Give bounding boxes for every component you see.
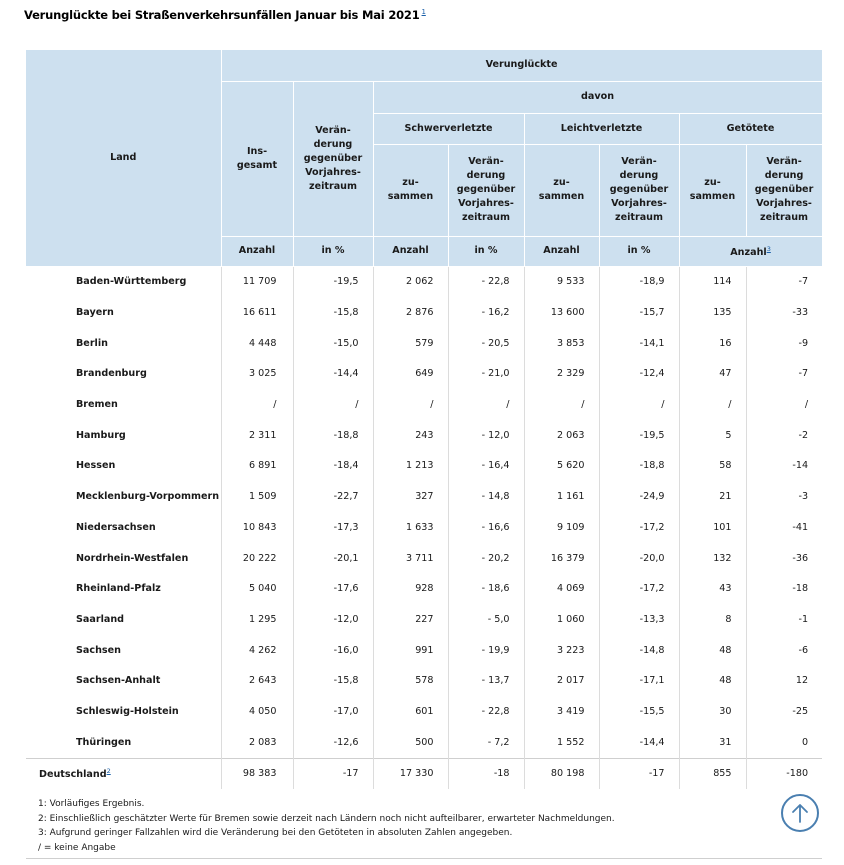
cell-schwer-veraenderung: - 12,0 [448,420,524,451]
land-name-text: Hamburg [76,429,126,441]
cell-getoetete-veraenderung: -36 [792,552,809,564]
cell-insgesamt-veraenderung: -14,4 [293,359,373,390]
cell-schwer-veraenderung: - 21,0 [448,359,524,390]
land-name-text: Niedersachsen [76,521,156,533]
cell-leicht-zusammen: 3 223 [524,635,599,666]
cell-insgesamt-veraenderung: -17,0 [293,696,373,727]
cell-schwer-veraenderung: - 14,8 [448,481,524,512]
arrow-up-icon [790,802,810,824]
cell-schwer-zusammen: 649 [373,359,448,390]
cell-schwer-veraenderung: - 20,2 [448,543,524,574]
header-zusammen: zu- sammen [373,144,448,236]
cell-leicht-zusammen: 9 109 [524,512,599,543]
cell-getoetete-zusammen: 48 [679,635,746,666]
cell-getoetete-zusammen: 16 [679,328,746,359]
land-name [26,266,221,297]
cell-getoetete-zusammen: 5 [679,420,746,451]
cell-schwer-zusammen: 578 [373,665,448,696]
land-name [26,328,221,359]
cell-leicht-veraenderung: -17 [599,758,679,789]
header-getoetete: Getötete [679,113,822,144]
cell-schwer-veraenderung: - 22,8 [448,266,524,297]
cell-insgesamt-veraenderung: -16,0 [293,635,373,666]
cell-leicht-zusammen: 13 600 [524,297,599,328]
cell-schwer-zusammen: 991 [373,635,448,666]
cell-leicht-veraenderung: -17,2 [599,512,679,543]
land-name [26,297,221,328]
land-name [26,727,221,758]
cell-insgesamt: 10 843 [221,512,293,543]
header-schwerverletzte: Schwerverletzte [373,113,524,144]
cell-insgesamt-veraenderung: -20,1 [293,543,373,574]
cell-getoetete-zusammen: 132 [679,543,746,574]
cell-getoetete-veraenderung: -3 [798,491,809,503]
header-insgesamt: Ins- gesamt [221,81,293,236]
cell-getoetete-veraenderung: -25 [792,705,809,717]
cell-schwer-veraenderung: - 7,2 [448,727,524,758]
cell-schwer-zusammen: 928 [373,573,448,604]
cell-leicht-zusammen: 3 419 [524,696,599,727]
land-name [26,481,221,512]
land-name [26,512,221,543]
cell-insgesamt-veraenderung: / [293,389,373,420]
unit-anzahl-text: Anzahl [730,247,767,259]
table-row [26,359,822,390]
cell-insgesamt: / [221,389,293,420]
cell-schwer-zusammen: 500 [373,727,448,758]
land-name [26,389,221,420]
cell-getoetete-zusammen: 8 [679,604,746,635]
cell-schwer-veraenderung: - 16,6 [448,512,524,543]
unit-anzahl: Anzahl [524,236,599,266]
cell-leicht-veraenderung: -19,5 [599,420,679,451]
cell-insgesamt-veraenderung: -18,4 [293,451,373,482]
cell-insgesamt-veraenderung: -15,8 [293,297,373,328]
table-row [26,665,822,696]
table-row [26,420,822,451]
cell-leicht-zusammen: 1 552 [524,727,599,758]
header-veraenderung: Verän- derung gegenüber Vorjahres- zeitraum [293,81,373,236]
unit-prozent: in % [293,236,373,266]
cell-getoetete-veraenderung: 0 [801,736,809,748]
page-title-text: Verunglückte bei Straßenverkehrsunfällen Januar bis Mai 2021 [24,8,420,22]
land-name [26,758,221,789]
cell-leicht-veraenderung: -17,1 [599,665,679,696]
header-davon: davon [373,81,822,113]
footnote-2: 2: Einschließlich geschätzter Werte für Bremen sowie derzeit nach Ländern noch nicht aufteilbarer, erwarteter Nachmeldungen. [38,813,615,824]
cell-schwer-veraenderung: - 22,8 [448,696,524,727]
cell-getoetete-veraenderung: 12 [795,675,809,687]
cell-leicht-zusammen: 2 017 [524,665,599,696]
land-name-text: Rheinland-Pfalz [76,583,161,595]
unit-anzahl-getoetete [679,236,822,266]
cell-leicht-zusammen: 1 161 [524,481,599,512]
header-veraenderung: Verän- derung gegenüber Vorjahres- zeitraum [746,144,822,236]
cell-leicht-zusammen: 80 198 [524,758,599,789]
header-verunglueckte: Verunglückte [221,50,822,81]
cell-schwer-veraenderung: / [448,389,524,420]
cell-leicht-zusammen: / [524,389,599,420]
cell-leicht-veraenderung: -18,8 [599,451,679,482]
land-name-text: Sachsen [76,644,121,656]
cell-insgesamt: 11 709 [221,266,293,297]
land-name-text: Schleswig-Holstein [76,705,179,717]
cell-insgesamt: 4 262 [221,635,293,666]
cell-getoetete-veraenderung: -41 [792,521,809,533]
footnote-3: 3: Aufgrund geringer Fallzahlen wird die Veränderung bei den Getöteten in absoluten Zahlen angegeben. [38,828,513,839]
land-name [26,573,221,604]
land-name [26,665,221,696]
cell-getoetete-zusammen: / [679,389,746,420]
cell-insgesamt-veraenderung: -12,0 [293,604,373,635]
header-zusammen: zu- sammen [524,144,599,236]
cell-leicht-zusammen: 2 063 [524,420,599,451]
cell-schwer-veraenderung: - 13,7 [448,665,524,696]
land-name-text: Baden-Württemberg [76,276,187,288]
cell-insgesamt: 2 083 [221,727,293,758]
cell-leicht-veraenderung: -12,4 [599,359,679,390]
cell-insgesamt: 2 643 [221,665,293,696]
cell-getoetete-zusammen: 114 [679,266,746,297]
footnote-link-2[interactable]: 2 [106,767,111,776]
cell-getoetete-zusammen: 58 [679,451,746,482]
cell-schwer-zusammen: / [373,389,448,420]
cell-leicht-zusammen: 16 379 [524,543,599,574]
cell-leicht-veraenderung: -15,7 [599,297,679,328]
cell-leicht-zusammen: 9 533 [524,266,599,297]
cell-getoetete-veraenderung: -6 [798,644,809,656]
cell-insgesamt: 1 509 [221,481,293,512]
table-row [26,512,822,543]
cell-getoetete-veraenderung: -7 [798,368,809,380]
cell-insgesamt: 20 222 [221,543,293,574]
land-name [26,604,221,635]
land-name [26,635,221,666]
cell-schwer-zusammen: 227 [373,604,448,635]
cell-leicht-veraenderung: -24,9 [599,481,679,512]
table-row [26,481,822,512]
cell-getoetete-veraenderung: / [804,399,809,411]
land-name-text: Bayern [76,307,114,319]
unit-anzahl: Anzahl [373,236,448,266]
footnote-link-3[interactable]: 3 [766,244,771,253]
cell-getoetete-veraenderung: -7 [798,276,809,288]
land-name [26,359,221,390]
land-name-text: Thüringen [76,736,132,748]
cell-insgesamt-veraenderung: -18,8 [293,420,373,451]
cell-schwer-zusammen: 2 062 [373,266,448,297]
table-row [26,573,822,604]
cell-schwer-zusammen: 1 633 [373,512,448,543]
cell-schwer-veraenderung: - 19,9 [448,635,524,666]
divider [26,858,822,859]
cell-insgesamt-veraenderung: -19,5 [293,266,373,297]
table-row [26,328,822,359]
table-row [26,297,822,328]
table-row [26,696,822,727]
cell-getoetete-veraenderung: -180 [746,758,822,789]
cell-getoetete-zusammen: 31 [679,727,746,758]
land-name-text: Sachsen-Anhalt [76,675,161,687]
land-name [26,696,221,727]
scroll-to-top-button[interactable] [781,794,819,832]
cell-leicht-zusammen: 5 620 [524,451,599,482]
page-title [24,8,426,22]
land-name-text: Berlin [76,337,108,349]
cell-insgesamt: 4 448 [221,328,293,359]
land-name-text: Saarland [76,613,125,625]
land-name [26,543,221,574]
cell-schwer-zusammen: 2 876 [373,297,448,328]
cell-getoetete-veraenderung: -9 [798,337,809,349]
cell-insgesamt: 2 311 [221,420,293,451]
cell-insgesamt: 3 025 [221,359,293,390]
table-row [26,758,822,789]
footnotes [38,797,615,855]
cell-leicht-zusammen: 3 853 [524,328,599,359]
cell-insgesamt: 1 295 [221,604,293,635]
cell-leicht-zusammen: 2 329 [524,359,599,390]
header-leichtverletzte: Leichtverletzte [524,113,679,144]
cell-schwer-veraenderung: - 18,6 [448,573,524,604]
cell-schwer-veraenderung: - 16,4 [448,451,524,482]
cell-insgesamt: 98 383 [221,758,293,789]
cell-getoetete-veraenderung: -2 [798,429,809,441]
land-name-text: Nordrhein-Westfalen [76,552,189,564]
cell-schwer-zusammen: 3 711 [373,543,448,574]
table-row [26,389,822,420]
cell-getoetete-veraenderung: -1 [798,613,809,625]
data-table [26,50,823,789]
cell-schwer-zusammen: 17 330 [373,758,448,789]
cell-leicht-veraenderung: -14,8 [599,635,679,666]
cell-getoetete-zusammen: 43 [679,573,746,604]
footnote-1: 1: Vorläufiges Ergebnis. [38,799,145,809]
land-name [26,451,221,482]
cell-getoetete-zusammen: 30 [679,696,746,727]
cell-leicht-zusammen: 1 060 [524,604,599,635]
footnote-legend: / = keine Angabe [38,842,116,853]
land-name [26,420,221,451]
cell-schwer-zusammen: 601 [373,696,448,727]
unit-prozent: in % [448,236,524,266]
unit-anzahl: Anzahl [221,236,293,266]
cell-leicht-veraenderung: -14,1 [599,328,679,359]
header-veraenderung: Verän- derung gegenüber Vorjahres- zeitraum [599,144,679,236]
cell-schwer-zusammen: 327 [373,481,448,512]
land-name-text: Bremen [76,399,118,411]
header-land: Land [26,50,221,266]
cell-schwer-veraenderung: - 20,5 [448,328,524,359]
cell-getoetete-veraenderung: -33 [792,307,809,319]
cell-insgesamt-veraenderung: -12,6 [293,727,373,758]
cell-insgesamt: 6 891 [221,451,293,482]
cell-insgesamt-veraenderung: -15,0 [293,328,373,359]
land-name-text: Hessen [76,460,116,472]
land-name-text: Deutschland [39,769,107,781]
unit-prozent: in % [599,236,679,266]
cell-leicht-veraenderung: -20,0 [599,543,679,574]
cell-schwer-zusammen: 1 213 [373,451,448,482]
table-row [26,727,822,758]
cell-insgesamt-veraenderung: -17,3 [293,512,373,543]
cell-schwer-zusammen: 243 [373,420,448,451]
cell-leicht-veraenderung: -18,9 [599,266,679,297]
cell-getoetete-zusammen: 101 [679,512,746,543]
cell-schwer-zusammen: 579 [373,328,448,359]
cell-getoetete-zusammen: 48 [679,665,746,696]
table-body [26,266,822,789]
table-row [26,604,822,635]
cell-leicht-veraenderung: / [599,389,679,420]
header-zusammen: zu- sammen [679,144,746,236]
cell-getoetete-zusammen: 47 [679,359,746,390]
cell-getoetete-zusammen: 135 [679,297,746,328]
table-row [26,451,822,482]
cell-insgesamt-veraenderung: -17,6 [293,573,373,604]
land-name-text: Mecklenburg-Vorpommern [76,491,220,503]
header-veraenderung: Verän- derung gegenüber Vorjahres- zeitraum [448,144,524,236]
cell-schwer-veraenderung: - 5,0 [448,604,524,635]
cell-insgesamt-veraenderung: -15,8 [293,665,373,696]
cell-getoetete-veraenderung: -14 [792,460,809,472]
table-row [26,266,822,297]
table-row [26,543,822,574]
cell-leicht-veraenderung: -15,5 [599,696,679,727]
cell-leicht-veraenderung: -13,3 [599,604,679,635]
table-row [26,635,822,666]
land-name-text: Brandenburg [76,368,147,380]
cell-getoetete-zusammen: 855 [679,758,746,789]
cell-schwer-veraenderung: - 16,2 [448,297,524,328]
cell-getoetete-veraenderung: -18 [792,583,809,595]
accident-table [26,50,822,789]
cell-getoetete-zusammen: 21 [679,481,746,512]
cell-insgesamt-veraenderung: -22,7 [293,481,373,512]
cell-insgesamt: 4 050 [221,696,293,727]
cell-insgesamt: 16 611 [221,297,293,328]
cell-leicht-veraenderung: -14,4 [599,727,679,758]
cell-schwer-veraenderung: -18 [448,758,524,789]
cell-leicht-veraenderung: -17,2 [599,573,679,604]
footnote-link-1[interactable]: 1 [421,8,426,17]
cell-leicht-zusammen: 4 069 [524,573,599,604]
cell-insgesamt-veraenderung: -17 [293,758,373,789]
cell-insgesamt: 5 040 [221,573,293,604]
